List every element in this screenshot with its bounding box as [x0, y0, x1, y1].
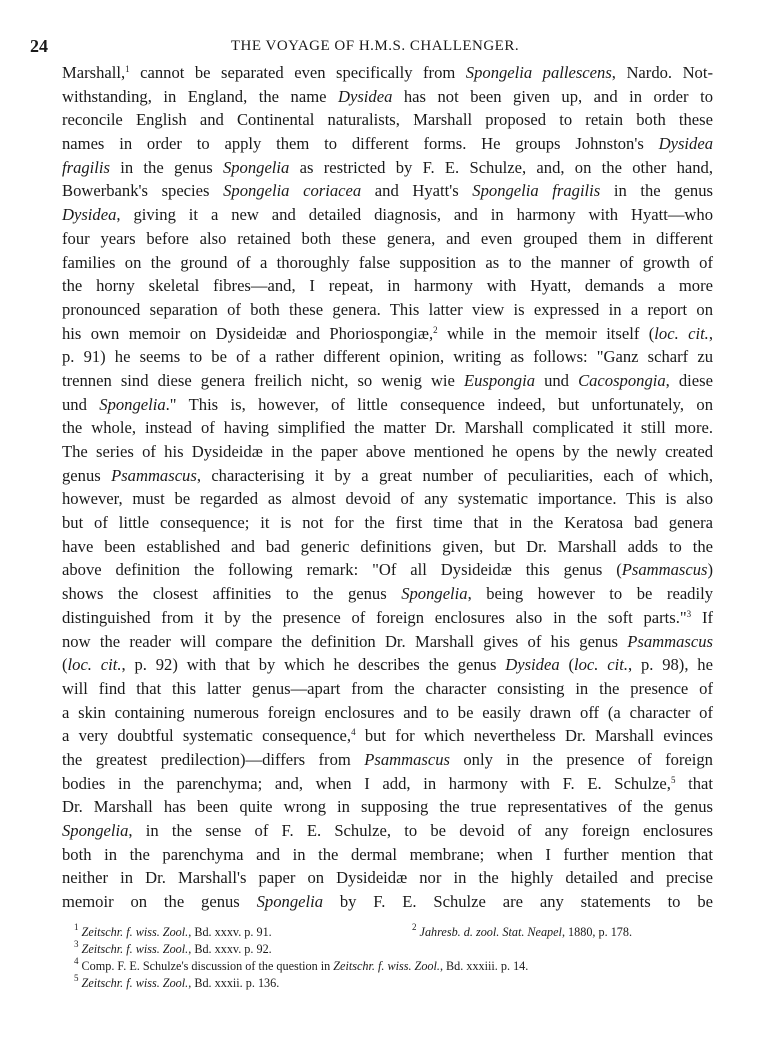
footnote-1	[74, 922, 272, 940]
text-run: while in the memoir itself (	[437, 323, 655, 343]
footnote-ref: 1	[125, 64, 130, 74]
text-line	[62, 819, 713, 843]
text-line	[62, 416, 713, 440]
text-run: , in the sense of F. E. Schulze, to be devoid of any foreign enclosures	[128, 821, 713, 840]
italic-text: loc. cit.	[573, 655, 628, 675]
italic-text: Spongelia	[62, 821, 129, 840]
text-run: , p. 92) with that by which he describes the genus	[121, 655, 506, 675]
body-text	[62, 61, 713, 914]
text-run: his own memoir on Dysideidæ and Phoriospongiæ,	[62, 323, 434, 343]
text-line	[62, 630, 713, 654]
footnote-2	[412, 922, 633, 940]
text-run: The series of his Dysideidæ in the paper above mentioned he opens by the newly created	[62, 442, 713, 461]
text-run: , diese	[665, 370, 713, 390]
text-run: ." This is, however, of little consequence indeed, but unfortunately, on	[165, 394, 713, 414]
footnote-ref: 3	[74, 939, 79, 949]
text-run: as restricted by F. E. Schulze, and, on the other hand,	[289, 157, 713, 177]
text-line	[62, 298, 713, 322]
text-run: now the reader will compare the definition Dr. Marshall gives of his genus	[62, 631, 628, 651]
text-run: und	[62, 394, 100, 414]
italic-text: loc. cit.	[67, 655, 122, 675]
italic-text: Dysidea	[62, 205, 117, 225]
running-header	[30, 36, 720, 58]
text-run: , Bd. xxxv. p. 91.	[188, 925, 272, 939]
text-line	[62, 345, 713, 369]
text-line	[62, 369, 713, 393]
footnote-ref: 3	[686, 608, 692, 619]
text-run: both in the parenchyma and in the dermal membrane; when I further mention that	[62, 844, 713, 864]
footnote-ref: 4	[74, 956, 79, 966]
footnote-ref: 2	[433, 324, 438, 335]
text-run: shows the closest affinities to the genus	[62, 584, 402, 604]
text-run: bodies in the parenchyma; and, when I add, in harmony with F. E. Schulze,	[62, 773, 671, 793]
text-run: und	[535, 370, 579, 390]
italic-text: Spongelia	[222, 157, 290, 177]
running-title: THE VOYAGE OF H.M.S. CHALLENGER.	[230, 38, 520, 54]
text-run: names in order to apply them to different forms. He groups Johnston's	[62, 134, 659, 154]
text-run: cannot be separated even specifically from	[129, 63, 466, 82]
text-run: has not been given up, and in order to	[392, 86, 713, 106]
text-run: have been established and bad generic definitions given, but Dr. Marshall adds to the	[62, 536, 713, 556]
text-run: genus	[62, 465, 112, 485]
text-run: , Bd. xxxv. p. 92.	[188, 942, 272, 956]
text-line	[62, 251, 713, 275]
italic-text: Cacospongia	[578, 370, 666, 390]
text-line	[62, 274, 713, 298]
text-run: neither in Dr. Marshall's paper on Dysideidæ nor in the highly detailed and precise	[62, 868, 713, 888]
text-run: )	[707, 560, 713, 580]
text-run: (	[559, 655, 574, 675]
text-line	[62, 487, 713, 511]
text-run: , 1880, p. 178.	[561, 925, 633, 939]
text-line	[62, 772, 713, 796]
text-run: the whole, instead of having simplified the matter Dr. Marshall complicated it still more.	[62, 418, 713, 438]
italic-text: Psammascus	[627, 631, 713, 651]
text-run: in the genus	[600, 181, 713, 201]
footnote-5	[74, 973, 280, 991]
text-run: , p. 98), he	[627, 655, 713, 675]
footnote-ref: 5	[74, 973, 79, 983]
text-line	[62, 890, 713, 914]
text-line	[62, 440, 713, 464]
italic-text: Zeitschr. f. wiss. Zool.	[81, 976, 189, 990]
text-line	[62, 866, 713, 890]
text-run: a very doubtful systematic consequence,	[62, 726, 352, 746]
text-line	[62, 132, 713, 156]
text-run: , Nardo. Not-	[611, 63, 713, 82]
text-line	[62, 156, 713, 180]
text-line	[62, 464, 713, 488]
italic-text: Zeitschr. f. wiss. Zool.	[333, 959, 440, 973]
text-run: in the genus	[109, 157, 223, 177]
text-line	[62, 227, 713, 251]
text-line	[62, 582, 713, 606]
text-line	[62, 843, 713, 867]
text-run: four years before also retained both these genera, and even grouped them in different	[62, 228, 713, 248]
text-line	[62, 558, 713, 582]
italic-text: fragilis	[62, 157, 110, 177]
italic-text: Jahresb. d. zool. Stat. Neapel	[419, 925, 562, 939]
text-run: that	[675, 773, 714, 793]
text-line	[62, 701, 713, 725]
italic-text: Zeitschr. f. wiss. Zool.	[81, 942, 189, 956]
text-run: Dr. Marshall has been quite wrong in supposing the true representatives of the genus	[62, 797, 713, 817]
text-line	[62, 322, 713, 346]
text-run: , being however to be readily	[467, 584, 713, 604]
italic-text: Euspongia	[464, 370, 535, 390]
text-run: by F. E. Schulze are any statements to be	[323, 892, 713, 912]
text-line	[62, 653, 713, 677]
italic-text: Dysidea	[505, 655, 560, 675]
italic-text: loc. cit.	[654, 323, 709, 343]
text-line	[62, 203, 713, 227]
footnote-ref: 1	[74, 922, 79, 932]
text-line	[62, 677, 713, 701]
text-run: Comp. F. E. Schulze's discussion of the question in	[78, 959, 334, 973]
text-run: but for which nevertheless Dr. Marshall evinces	[355, 726, 713, 746]
text-run: the horny skeletal fibres—and, I repeat, in harmony with Hyatt, demands a more	[62, 276, 713, 296]
text-run: pronounced separation of both these genera. This latter view is expressed in a report on	[62, 299, 713, 319]
text-line	[62, 724, 713, 748]
text-run: withstanding, in England, the name	[62, 86, 338, 106]
text-run: will find that this latter genus—apart from the character consisting in the presence of	[62, 678, 713, 698]
text-run: trennen sind diese genera freilich nicht, so wenig wie	[62, 370, 464, 390]
text-line	[62, 108, 713, 132]
italic-text: Dysidea	[658, 134, 713, 154]
text-run: families on the ground of a thoroughly false supposition as to the manner of growth of	[62, 252, 713, 272]
text-run: distinguished from it by the presence of foreign enclosures also in the soft parts."	[62, 607, 687, 627]
text-run: , Bd. xxxiii. p. 14.	[439, 959, 529, 973]
text-line	[62, 748, 713, 772]
text-run: but of little consequence; it is not for the first time that in the Keratosa bad genera	[62, 513, 713, 533]
footnote-4	[74, 956, 529, 974]
italic-text: Spongelia	[256, 892, 323, 912]
text-run: Marshall,	[62, 63, 126, 82]
text-run: the greatest predilection)—differs from	[62, 749, 365, 769]
text-run: reconcile English and Continental naturalists, Marshall proposed to retain both these	[62, 110, 713, 130]
text-line	[62, 511, 713, 535]
italic-text: Zeitschr. f. wiss. Zool.	[81, 925, 189, 939]
text-run: ,	[708, 323, 713, 343]
italic-text: Spongelia	[99, 394, 166, 414]
text-line	[62, 535, 713, 559]
footnote-3	[74, 939, 272, 957]
text-run: p. 91) he seems to be of a rather different opinion, writing as follows: "Ganz scharf zu	[62, 347, 713, 367]
italic-text: Spongelia pallescens	[465, 63, 612, 82]
text-line	[62, 179, 713, 203]
italic-text: Psammascus	[364, 749, 450, 769]
italic-text: Spongelia fragilis	[472, 181, 601, 201]
text-run: If	[691, 607, 713, 627]
italic-text: Spongelia	[401, 584, 468, 604]
italic-text: Dysidea	[337, 86, 393, 106]
page-number: 24	[30, 36, 48, 56]
footnote-ref: 4	[351, 727, 356, 738]
italic-text: Psammascus	[111, 465, 197, 485]
italic-text: Psammascus	[621, 560, 708, 580]
text-run: (	[62, 655, 68, 675]
text-run: Bowerbank's species	[62, 181, 224, 201]
footnote-ref: 2	[412, 922, 417, 932]
text-line	[62, 606, 713, 630]
text-run: only in the presence of foreign	[449, 749, 713, 769]
italic-text: Spongelia coriacea	[223, 181, 362, 201]
text-run: however, must be regarded as almost devoid of any systematic importance. This is also	[62, 489, 713, 509]
text-run: and Hyatt's	[361, 181, 473, 201]
text-line	[62, 85, 713, 109]
text-run: above definition the following remark: "Of all Dysideidæ this genus (	[62, 560, 622, 580]
text-run: memoir on the genus	[62, 892, 257, 912]
text-line	[62, 61, 713, 85]
text-line	[62, 393, 713, 417]
text-line	[62, 795, 713, 819]
text-run: , Bd. xxxii. p. 136.	[188, 976, 280, 990]
text-run: , characterising it by a great number of peculiarities, each of which,	[196, 465, 713, 485]
footnote-ref: 5	[670, 774, 676, 785]
text-run: , giving it a new and detailed diagnosis, and in harmony with Hyatt—who	[116, 205, 713, 225]
text-run: a skin containing numerous foreign enclosures and to be easily drawn off (a character of	[62, 702, 713, 722]
